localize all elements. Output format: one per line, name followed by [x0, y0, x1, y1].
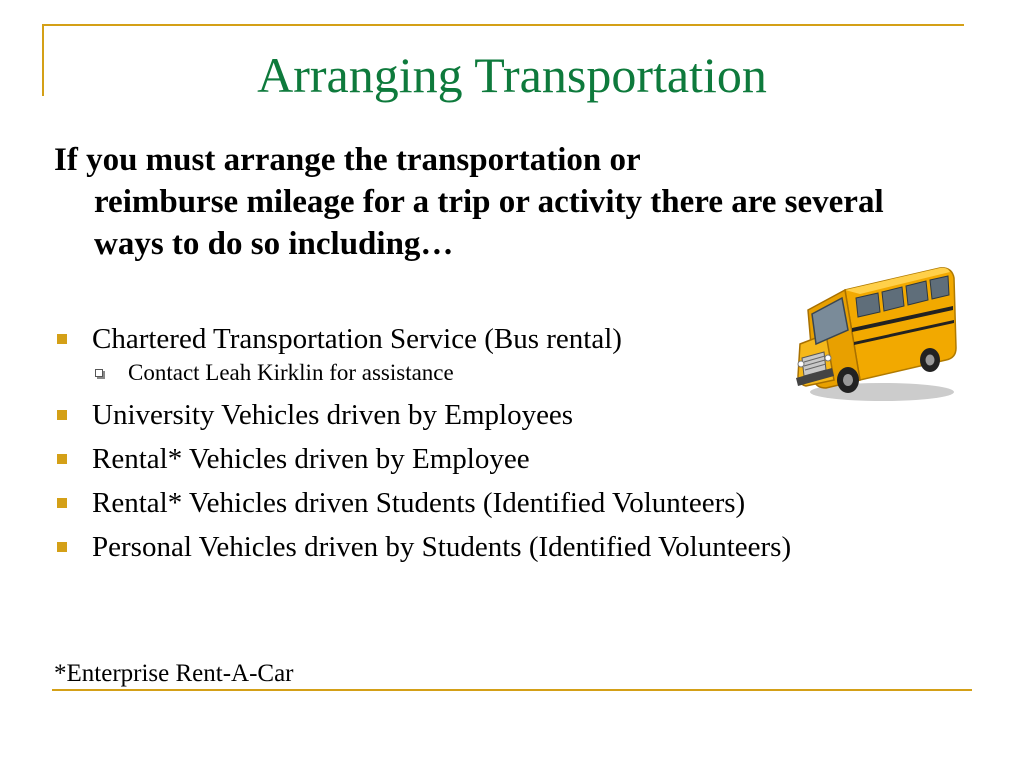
square-bullet-icon — [57, 454, 67, 464]
sub-list-item-label: Contact Leah Kirklin for assistance — [128, 360, 454, 385]
square-bullet-icon — [57, 498, 67, 508]
list-item — [54, 486, 954, 520]
intro-paragraph — [54, 139, 934, 265]
bullet-list — [54, 322, 954, 564]
slide-title: Arranging Transportation — [257, 47, 767, 103]
list-item-label: Rental* Vehicles driven by Employee — [92, 443, 530, 475]
hollow-square-bullet-icon — [95, 369, 103, 377]
intro-line-1: If you must arrange the transportation or — [54, 142, 641, 178]
square-bullet-icon — [57, 542, 67, 552]
list-item-label: Rental* Vehicles driven Students (Identified Volunteers) — [92, 487, 746, 519]
footnote: *Enterprise Rent-A-Car — [54, 660, 294, 687]
list-item — [54, 442, 954, 476]
list-item-label: University Vehicles driven by Employees — [92, 399, 574, 431]
square-bullet-icon — [57, 334, 67, 344]
square-bullet-icon — [57, 410, 67, 420]
list-item — [54, 398, 954, 432]
intro-line-rest: reimburse mileage for a trip or activity there are several ways to do so including… — [94, 184, 884, 262]
frame-bottom-line — [52, 689, 972, 691]
list-item-label: Personal Vehicles driven by Students (Identified Volunteers) — [92, 531, 792, 563]
list-item — [54, 322, 954, 356]
sub-list-item — [54, 358, 954, 388]
list-item — [54, 530, 852, 564]
frame-top-line — [42, 24, 964, 26]
list-item-label: Chartered Transportation Service (Bus rental) — [92, 323, 622, 355]
